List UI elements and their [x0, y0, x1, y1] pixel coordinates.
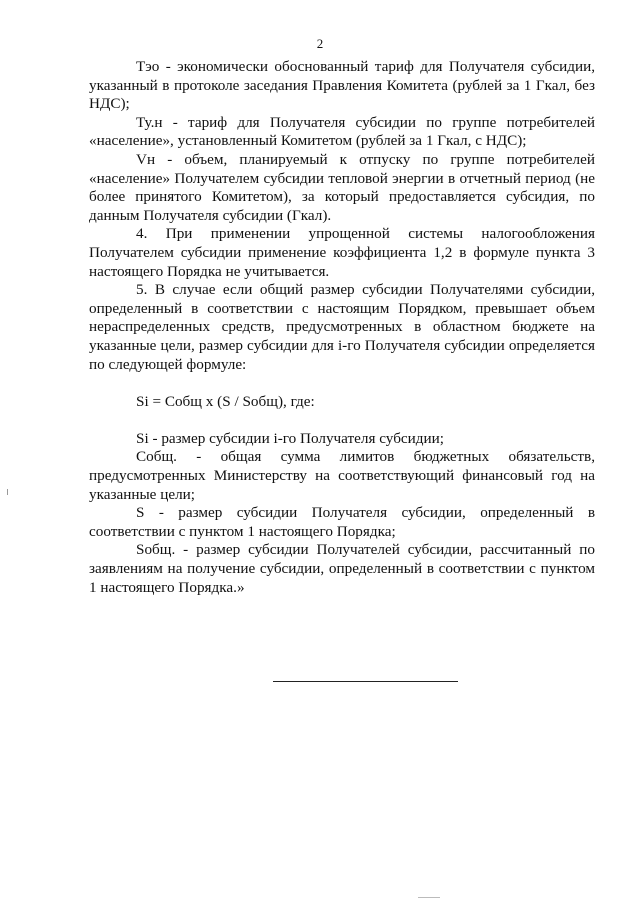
scan-edge-mark — [7, 489, 8, 495]
page-number: 2 — [316, 36, 324, 51]
definition-si: Si - размер субсидии i-го Получателя субсидии; — [136, 429, 444, 447]
paragraph-tun-definition: Ту.н - тариф для Получателя субсидии по группе потребителей «население», установленный Комитетом (рублей за 1 Гкал, с НДС); — [89, 113, 595, 150]
closing-rule-line — [273, 681, 458, 682]
definition-s: S - размер субсидии Получателя субсидии, определенный в соответствии с пунктом 1 настоящего Порядка; — [89, 504, 595, 540]
paragraph-vn-definition: Vн - объем, планируемый к отпуску по группе потребителей «население» Получателем субсидии тепловой энергии в отчетный период (не более принятого Комитетом), за который предоставляется субсидия, по данным Получателя субсидии (Гкал). — [89, 150, 595, 224]
paragraph-item-4: 4. При применении упрощенной системы налогообложения Получателем субсидии применение коэффициента 1,2 в формуле пункта 3 настоящего Порядка не учитывается. — [89, 225, 595, 280]
definition-sobsch-limits: Собщ. - общая сумма лимитов бюджетных обязательств, предусмотренных Министерству на соответствующий финансовый год на указанные цели; — [89, 448, 595, 503]
paragraph-item-5: 5. В случае если общий размер субсидии Получателями субсидии, определенный в соответствии с настоящим Порядком, превышает объем нераспределенных средств, предусмотренных в областном бюджете на указанные цели, размер субсидии для i-го Получателя субсидии определяется по следующей формуле: — [89, 281, 595, 373]
scan-bottom-mark — [418, 897, 440, 898]
subsidy-formula: Si = Собщ x (S / Sобщ), где: — [136, 392, 315, 410]
document-body — [89, 58, 595, 597]
definition-sobsch-total: Sобщ. - размер субсидии Получателей субсидии, рассчитанный по заявлениям на получение субсидии, определенный в соответствии с пунктом 1 настоящего Порядка.» — [89, 541, 595, 596]
paragraph-teo-definition: Тэо - экономически обоснованный тариф для Получателя субсидии, указанный в протоколе заседания Правления Комитета (рублей за 1 Гкал, без НДС); — [89, 58, 595, 113]
